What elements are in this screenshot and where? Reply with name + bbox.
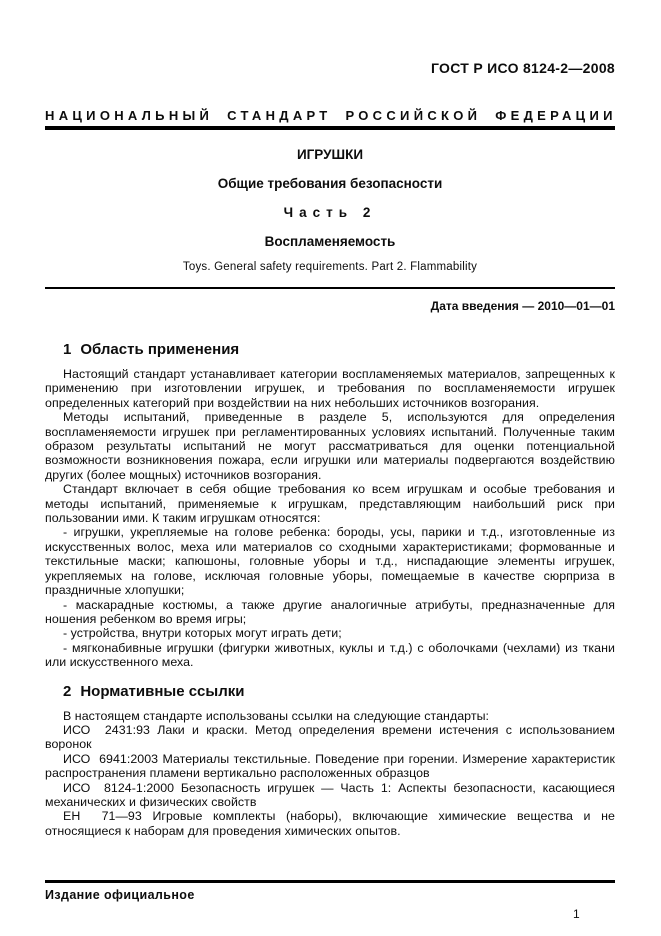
list-item: - устройства, внутри которых могут играть дети; [63, 626, 342, 641]
section-2-title: Нормативные ссылки [80, 682, 245, 700]
list-item: - мягконабивные игрушки (фигурки животных, куклы и т.д.) с оболочками (чехлами) из ткани или искусственного меха. [45, 640, 615, 670]
section-2-body [45, 709, 615, 839]
paragraph: Стандарт включает в себя общие требования ко всем игрушкам и особые требования и методы испытаний, применяемые к игрушкам, представляющим наибольший риск при пользовании ими. К таким игрушкам относятся: [45, 482, 615, 526]
list-item: - маскарадные костюмы, а также другие аналогичные атрибуты, предназначенные для ношения ребенком во время игры; [45, 597, 615, 626]
section-2-heading [45, 683, 615, 700]
paragraph: В настоящем стандарте использованы ссылки на следующие стандарты: [63, 708, 490, 723]
reference-item: ИСО 2431:93 Лаки и краски. Метод определения времени истечения с использованием воронок [45, 722, 615, 752]
paragraph: Методы испытаний, приведенные в разделе 5, используются для определения воспламеняемости игрушек при регламентированных условиях испытаний. Полученные таким образом результаты испытаний не могут рассматриваться для оценки потенциальной возможности возникновения пожара, если игрушки или материалы подвергаются воздействию других (более мощных) источников возгорания. [45, 410, 615, 482]
effective-date: Дата введения — 2010—01—01 [430, 299, 615, 313]
section-2-number: 2 [63, 682, 72, 700]
reference-item: ЕН 71—93 Игровые комплекты (наборы), включающие химические вещества и не относящиеся к наборам для проведения химических опытов. [45, 809, 615, 838]
section-1-title: Область применения [80, 341, 240, 358]
document-page [0, 60, 661, 936]
section-1-body [45, 367, 615, 670]
footer-rule [45, 880, 615, 883]
doc-subtitle: Общие требования безопасности [217, 176, 443, 191]
reference-item: ИСО 6941:2003 Материалы текстильные. Поведение при горении. Измерение характеристик распространения пламени вертикально расположенных образцов [45, 751, 615, 781]
page-number: 1 [573, 907, 580, 921]
header-rule [45, 126, 615, 130]
doc-code: ГОСТ Р ИСО 8124-2—2008 [430, 60, 615, 76]
doc-title: ИГРУШКИ [296, 147, 364, 162]
paragraph: Настоящий стандарт устанавливает категории воспламеняемых материалов, запрещенных к применению при изготовлении игрушек, и требования по воспламеняемости игрушек определенных категорий при воздействии на них небольших источников возгорания. [45, 367, 615, 410]
title-block [45, 147, 615, 274]
section-1-heading [45, 341, 615, 358]
section-1-number: 1 [63, 341, 72, 358]
official-edition-label: Издание официальное [45, 888, 195, 902]
doc-part: Часть 2 [283, 205, 377, 220]
doc-part-title: Воспламеняемость [264, 234, 396, 249]
reference-item: ИСО 8124-1:2000 Безопасность игрушек — Часть 1: Аспекты безопасности, касающиеся механических и физических свойств [45, 780, 615, 809]
masthead: НАЦИОНАЛЬНЫЙ СТАНДАРТ РОССИЙСКОЙ ФЕДЕРАЦИИ [45, 108, 617, 123]
doc-title-en: Toys. General safety requirements. Part 2. Flammability [182, 261, 478, 273]
list-item: - игрушки, укрепляемые на голове ребенка: бороды, усы, парики и т.д., изготовленные из искусственных волос, меха или материалов со сходными характеристиками; формованные и текстильные маски; капюшоны, головные уборы и т.д., ниспадающие элементы игрушек, укрепляемых на голове, исключая головные уборы, помещаемые в качестве сюрприза в праздничные хлопушки; [45, 525, 615, 598]
title-rule [45, 287, 615, 289]
